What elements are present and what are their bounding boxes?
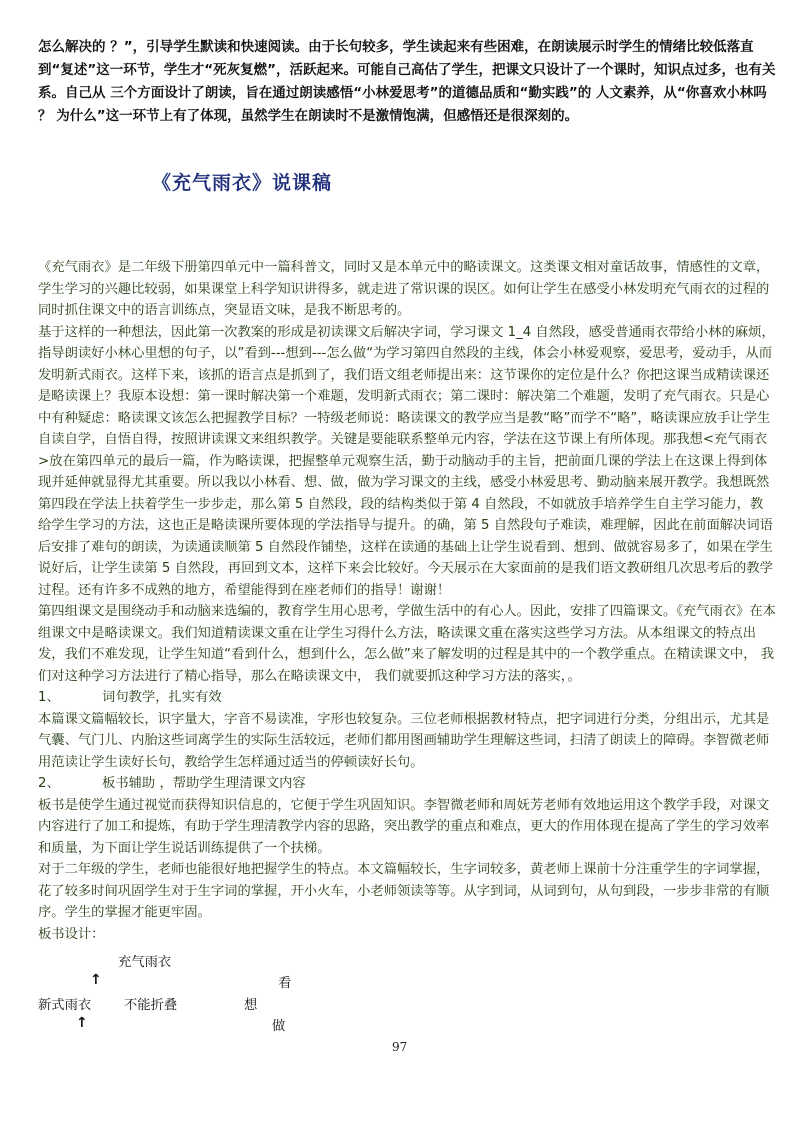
section-heading-1: 1、 词句教学，扎实有效 [38,690,222,705]
body-text [38,257,776,945]
top-paragraph-block [38,36,778,128]
board-design-label: 板书设计： [38,926,105,942]
paragraph-unit: 第四组课文是围绕动手和动脑来选编的，教育学生用心思考，学做生活中的有心人。因此，安排了四篇课文。《充气雨衣》在本组课文中是略读课文。我们知道精读课文重在让学生习得什么方法，略读课文重在落实这些学习方法。从本组课文的特点出发，我们不难发现，让学生知道“看到什么，想到什么，怎么做”来了解发明的过程是其中的一个教学重点。在精读课文中， 我们对这种学习方法进行了精心指导，那么在略读课文中， 我们就要抓这种学习方法的落实，。 [38,604,776,684]
section-text-1: 本篇课文篇幅较长，识字量大，字音不易读准，字形也较复杂。三位老师根据教材特点，把字词进行分类，分组出示，尤其是气囊、气门儿、内胎这些词离学生的实际生活较远，老师们都用图画辅助学生理解这些词，扫清了朗读上的障碍。李智微老师用范读让学生读好长句，教给学生怎样通过适当的停顿读好长句。 [38,711,770,770]
board-left-label: 新式雨衣 [38,998,92,1013]
page-title: 《充气雨衣》说课稿 [152,172,333,194]
top-paragraph: 怎么解决的 ？”，引导学生默读和快速阅读。由于长句较多，学生读起来有些困难，在朗读展示时学生的情绪比较低落直到“复述”这一环节，学生才“死灰复燃”，活跃起来。可能自己高估了学生，把课文只设计了一个课时，知识点过多，也有关系。自己从 三个方面设计了朗读，旨在通过朗读感悟“小林爱思考”的道德品质和“勤实践”的 人文素养，从“你喜欢小林吗 ？ 为什么”这一环节上有了体现，虽然学生在朗读时不是激情饱满，但感悟还是很深刻的。 [38,39,776,124]
up-arrow-icon: ↑ [76,1015,88,1031]
board-label-do: 做 [272,1019,286,1034]
board-middle-label: 不能折叠 [124,998,178,1013]
board-label-see: 看 [278,976,292,991]
board-label-think: 想 [244,998,258,1013]
board-top-label: 充气雨衣 [118,955,172,970]
section-heading-2: 2、 板书辅助 ，帮助学生理清课文内容 [38,776,306,791]
paragraph-design: 基于这样的一种想法，因此第一次教案的形成是初读课文后解决字词，学习课文 1_4 自然段，感受普通雨衣带给小林的麻烦，指导朗读好小林心里想的句子，以”看到---想到---怎么做“为学习第四自然段的主线，体会小林爱观察，爱思考，爱动手，从而发明新式雨衣。这样下来，该抓的语言点是抓到了，我们语文组老师提出来：这节课你的定位是什么？你把这课当成精读课还是略读课上？我原本设想：第一课时解决第一个难题，发明新式雨衣；第二课时：解决第二个难题，发明了充气雨衣。只是心中有种疑虑：略读课文该怎么把握教学目标？一特级老师说：略读课文的教学应当是教“略”而学不“略”，略读课应放手让学生自读自学，自悟自得，按照讲读课文来组织教学。关键是要能联系整单元内容，学法在这节课上有所体现。那我想<充气雨衣>放在第四单元的最后一篇，作为略读课，把握整单元观察生活，勤于动脑动手的主旨，把前面几课的学法上在这课上得到体现并延伸就显得尤其重要。所以我以小林看、想、做，做为学习课文的主线，感受小林爱思考、勤动脑来展开教学。我想既然第四段在学法上扶着学生一步步走，那么第 5 自然段，段的结构类似于第 4 自然段，不如就放手培养学生自主学习能力，教给学生学习的方法，这也正是略读课所要体现的学法指导与提升。的确，第 5 自然段句子难读，难理解，因此在前面解决词语后安排了难句的朗读，为读通读顺第 5 自然段作铺垫，这样在读通的基础上让学生说看到、想到、做就容易多了，如果在学生说好后，让学生读第 5 自然段，再回到文本，这样下来会比较好。今天展示在大家面前的是我们语文教研组几次思考后的教学过程。还有许多不成熟的地方，希望能得到在座老师们的指导！谢谢！ [38,324,775,598]
up-arrow-icon: ↑ [90,972,102,988]
section-text-2a: 板书是使学生通过视觉而获得知识信息的，它便于学生巩固知识。李智微老师和周妩芳老师有效地运用这个教学手段，对课文内容进行了加工和提炼，有助于学生理清教学内容的思路，突出教学的重点和难点，更大的作用体现在提高了学生的学习效率和质量，为下面让学生说话训练提供了一个扶梯。 [38,797,770,856]
board-diagram [38,951,338,1034]
page-number: 97 [392,1040,408,1054]
paragraph-intro: 《充气雨衣》是二年级下册第四单元中一篇科普文，同时又是本单元中的略读课文。这类课文相对童话故事，情感性的文章，学生学习的兴趣比较弱，如果课堂上科学知识讲得多，就走进了常识课的误区。如何让学生在感受小林发明充气雨衣的过程的同时抓住课文中的语言训练点，突显语文味，是我不断思考的。 [38,260,770,318]
section-text-2b: 对于二年级的学生，老师也能很好地把握学生的特点。本文篇幅较长，生字词较多，黄老师上课前十分注重学生的字词掌握，花了较多时间巩固学生对于生字词的掌握，开小火车，小老师领读等等。从字到词，从词到句，从句到段，一步步非常的有顺序。学生的掌握才能更牢固。 [38,862,770,920]
